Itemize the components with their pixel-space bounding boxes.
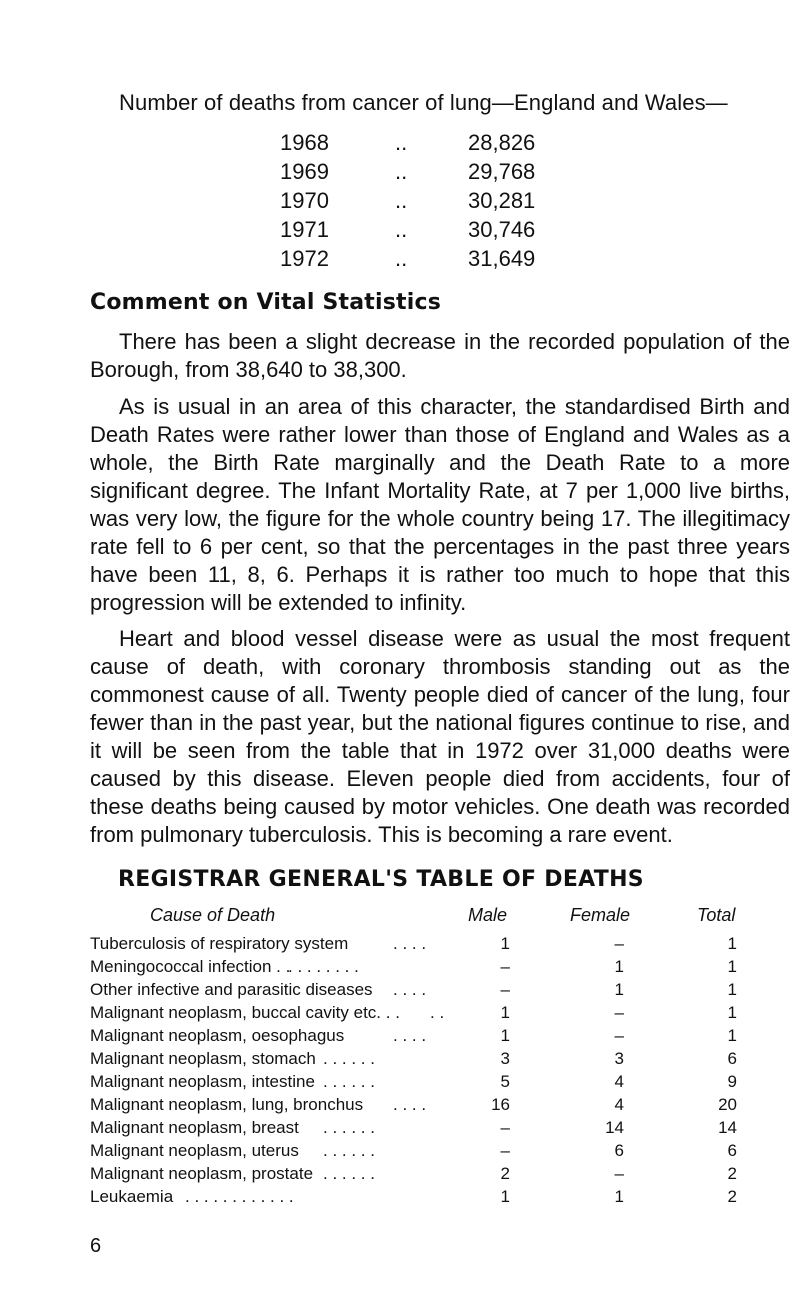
table-title: REGISTRAR GENERAL'S TABLE OF DEATHS [118,867,644,892]
table-row [0,1072,800,1094]
cause-cell: Malignant neoplasm, prostate [90,1164,314,1183]
section-heading: Comment on Vital Statistics [90,290,441,315]
female-cell: – [614,1003,624,1022]
paragraph-causes [90,625,790,849]
year: 1971 [280,217,329,242]
total-cell: 1 [727,980,737,999]
total-cell: 14 [718,1118,737,1137]
cause-cell: Tuberculosis of respiratory system [90,934,349,953]
cause-cell: Leukaemia [90,1187,174,1206]
female-cell: 1 [614,957,624,976]
female-cell: 4 [614,1072,624,1091]
male-cell: 16 [491,1095,510,1114]
table-row [0,934,800,956]
male-cell: 5 [500,1072,510,1091]
table-row [0,1026,800,1048]
paragraph-text: Heart and blood vessel disease were as usual the most frequent cause of death, with coronary thrombosis standing out as the commonest cause of all. Twenty people died of cancer of the lung, four fewer than in the past year, but the national figures continue to rise, and it will be seen from the table that in 1972 over 31,000 deaths were caused by this disease. Eleven people died from accidents, four of these deaths being caused by motor vehicles. One death was recorded from pulmonary tuberculosis. This is becoming a rare event. [90,626,790,847]
paragraph-text: As is usual in an area of this character, the standardised Birth and Death Rates were rather lower than those of England and Wales as a whole, the Birth Rate marginally and the Death Rate to a more significant degree. The Infant Mortality Rate, at 7 per 1,000 live births, was very low, the figure for the whole country being 17. The illegitimacy rate fell to 6 per cent, so that the percentages in the past three years have been 11, 8, 6. Perhaps it is rather too much to hope that this progression will be extended to infinity. [90,394,790,615]
year: 1970 [280,188,329,213]
total-cell: 1 [727,957,737,976]
cause-cell: Other infective and parasitic diseases [90,980,373,999]
male-cell: 2 [500,1164,510,1183]
leader-dots: . . . . [393,980,427,999]
male-cell: 3 [500,1049,510,1068]
leader-dots: .. [395,188,408,213]
male-cell: 1 [500,1026,510,1045]
leader-dots: .. [395,217,408,242]
leader-dots: . . . . . . [323,1049,375,1068]
table-row [0,1187,800,1209]
paragraph-population [90,328,790,384]
cause-cell: Malignant neoplasm, breast [90,1118,299,1137]
death-count: 31,649 [468,246,536,271]
male-cell: 1 [500,1003,510,1022]
male-cell: – [500,957,510,976]
total-cell: 2 [727,1187,737,1206]
table-row [0,1095,800,1117]
leader-dots: .. [395,159,408,184]
male-cell: 1 [500,1187,510,1206]
leader-dots: . . . . . . . . [288,957,359,976]
total-cell: 6 [727,1141,737,1160]
table-row [0,1049,800,1071]
male-cell: 1 [500,934,510,953]
leader-dots: . . . . . . [323,1164,375,1183]
column-header-cause: Cause of Death [150,905,276,925]
female-cell: 6 [614,1141,624,1160]
leader-dots: . . . . . . [323,1072,375,1091]
death-count: 28,826 [468,130,536,155]
female-cell: – [614,1164,624,1183]
table-row [0,957,800,979]
year: 1968 [280,130,329,155]
paragraph-rates [90,393,790,617]
female-cell: 4 [614,1095,624,1114]
leader-dots: .. [395,130,408,155]
year: 1969 [280,159,329,184]
leader-dots: . . [430,1003,445,1022]
male-cell: – [500,1118,510,1137]
cause-cell: Malignant neoplasm, lung, bronchus [90,1095,364,1114]
leader-dots: . . . . . . [323,1118,375,1137]
total-cell: 1 [727,1026,737,1045]
table-row [0,1118,800,1140]
female-cell: 1 [614,1187,624,1206]
female-cell: 3 [614,1049,624,1068]
lung-cancer-title: Number of deaths from cancer of lung—England and Wales— [119,90,728,115]
cause-cell: Malignant neoplasm, stomach [90,1049,316,1068]
year: 1972 [280,246,329,271]
death-count: 29,768 [468,159,536,184]
total-cell: 1 [727,934,737,953]
table-row [0,980,800,1002]
table-row [0,1141,800,1163]
leader-dots: . . . . . . . . . . . . [185,1187,294,1206]
table-row [0,1003,800,1025]
female-cell: 14 [605,1118,624,1137]
leader-dots: .. [395,246,408,271]
female-cell: 1 [614,980,624,999]
column-header-male: Male [468,905,508,925]
paragraph-text: There has been a slight decrease in the recorded population of the Borough, from 38,640 to 38,300. [90,329,790,382]
total-cell: 2 [727,1164,737,1183]
cause-cell: Malignant neoplasm, intestine [90,1072,315,1091]
death-count: 30,281 [468,188,536,213]
total-cell: 6 [727,1049,737,1068]
cause-cell: Malignant neoplasm, buccal cavity etc. . . [90,1003,400,1022]
cause-cell: Meningococcal infection . . [90,957,291,976]
total-cell: 9 [727,1072,737,1091]
female-cell: – [614,934,624,953]
leader-dots: . . . . [393,934,427,953]
table-row [0,1164,800,1186]
male-cell: – [500,980,510,999]
total-cell: 1 [727,1003,737,1022]
leader-dots: . . . . [393,1095,427,1114]
male-cell: – [500,1141,510,1160]
death-count: 30,746 [468,217,536,242]
cause-cell: Malignant neoplasm, uterus [90,1141,299,1160]
female-cell: – [614,1026,624,1045]
column-header-total: Total [697,905,736,925]
cause-cell: Malignant neoplasm, oesophagus [90,1026,345,1045]
total-cell: 20 [718,1095,737,1114]
leader-dots: . . . . . . [323,1141,375,1160]
page-number: 6 [90,1235,102,1257]
leader-dots: . . . . [393,1026,427,1045]
column-header-female: Female [570,905,631,925]
